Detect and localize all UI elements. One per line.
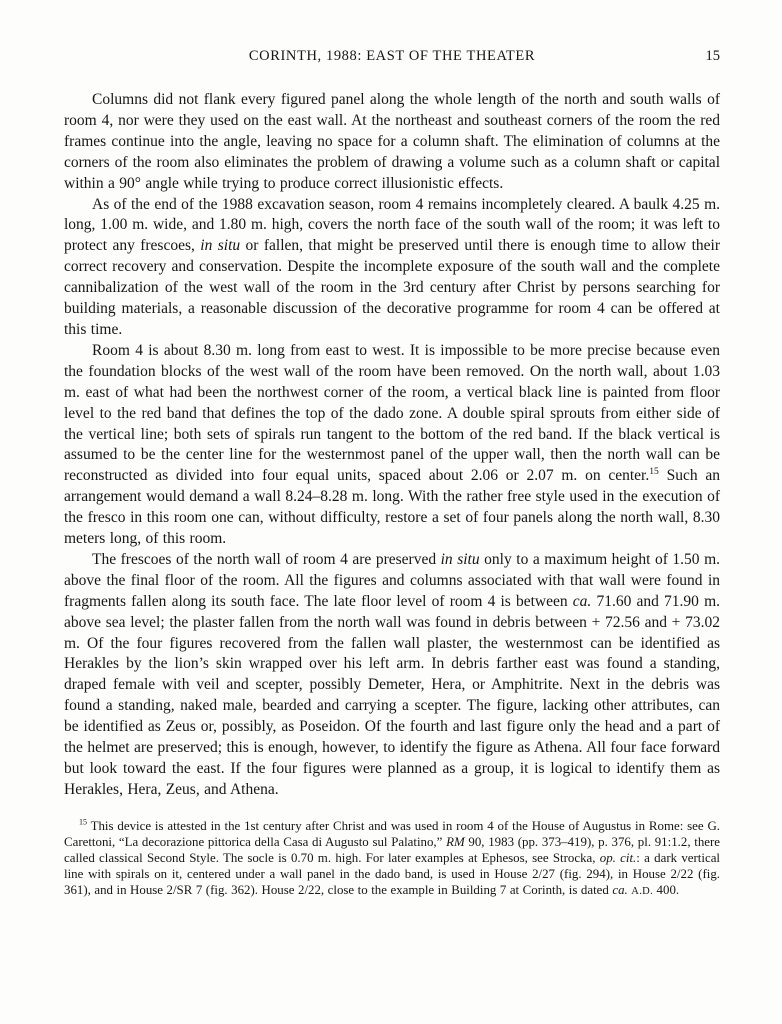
paragraph bbox=[64, 341, 720, 550]
page-number: 15 bbox=[705, 48, 720, 64]
text-run: RM bbox=[446, 834, 465, 849]
text-run: 90, 1983 (pp. 373–419), p. 376, pl. 91:1.2, there called classical Second Style. The socle is 0.70 m. high. For later examples at Ephesos, see Strocka, bbox=[64, 834, 721, 865]
footnote bbox=[64, 818, 720, 900]
paragraph bbox=[64, 550, 720, 801]
page-header bbox=[64, 48, 720, 68]
running-title: CORINTH, 1988: EAST OF THE THEATER bbox=[248, 48, 536, 64]
text-run: A.D. bbox=[631, 886, 654, 898]
text-run: The frescoes of the north wall of room 4 are preserved bbox=[92, 550, 441, 568]
text-run: op. cit. bbox=[599, 851, 637, 865]
text-run: 71.60 and 71.90 m. above sea level; the plaster fallen from the north wall was found in debris between + 72.56 and + 73.02 m. Of the four figures recovered from the fallen wall plaster, the westernmost can be identified as Herakles by the lion’s skin wrapped over his left arm. In debris farther east was found a standing, draped female with veil and scepter, possibly Demeter, Hera, or Amphitrite. Next in the debris was found a standing, naked male, bearded and carrying a scepter. The figure, lacking other attributes, can be identified as Zeus or, possibly, as Poseidon. Of the fourth and last figure only the head and a part of the helmet are preserved; this is enough, however, to identify the figure as Athena. All four face forward but look toward the east. If the four figures were planned as a group, it is logical to identify them as Herakles, Hera, Zeus, and Athena. bbox=[64, 592, 721, 798]
footnote-reference: 15 bbox=[79, 817, 87, 827]
paragraph bbox=[64, 90, 720, 195]
text-run: Columns did not flank every figured panel along the whole length of the north and south walls of room 4, nor were they used on the east wall. At the northeast and southeast corners of the room the red frames continue into the angle, leaving no space for a column shaft. The elimination of columns at the corners of the room also eliminates the problem of drawing a volume such as a column shaft or capital within a 90° angle while trying to produce correct illusionistic effects. bbox=[64, 91, 720, 192]
footnote-reference: 15 bbox=[649, 466, 659, 478]
text-run: in situ bbox=[200, 237, 241, 255]
text-run: 400. bbox=[653, 883, 680, 898]
text-run: This device is attested in the 1st century after Christ and was used in room 4 of the House of Augustus in Rome: see G. Carettoni, “La decorazione pittorica della Casa di Augusto sul Palatino,” bbox=[64, 818, 720, 849]
text-run: only to a maximum height of 1.50 m. above the final floor of the room. All the figures and columns associated with that wall were found in fragments fallen along its south face. The late floor level of room 4 is between bbox=[64, 550, 721, 610]
text-run: Room 4 is about 8.30 m. long from east to west. It is impossible to be more precise because even the foundation blocks of the west wall of the room have been removed. On the north wall, about 1.03 m. east of what had been the northwest corner of the room, a vertical black line is painted from floor level to the red band that defines the top of the dado zone. A double spiral sprouts from either side of the vertical line; both sets of spirals run tangent to the bottom of the red band. If the black vertical is assumed to be the center line for the westernmost panel of the upper wall, then the north wall can be reconstructed as divided into four equal units, spaced about 2.06 or 2.07 m. on center. bbox=[64, 341, 720, 485]
paragraph bbox=[64, 195, 720, 341]
article-body bbox=[64, 90, 720, 801]
text-run: ca. bbox=[572, 592, 592, 610]
text-run: or fallen, that might be preserved until there is enough time to allow their correct recovery and conservation. Despite the incomplete exposure of the south wall and the complete cannibalization of the west wall of the room in the 3rd century after Christ by persons searching for building materials, a reasonable discussion of the decorative programme for room 4 can be offered at this time. bbox=[64, 237, 720, 338]
text-run: ca. bbox=[612, 883, 628, 898]
text-run: As of the end of the 1988 excavation season, room 4 remains incompletely cleared. A baulk 4.25 m. long, 1.00 m. wide, and 1.80 m. high, covers the north face of the south wall of the room; it was left to protect any frescoes, bbox=[64, 195, 720, 255]
text-run: : a dark vertical line with spirals on it, centered under a wall panel in the dado band, is used in House 2/27 (fig. 294), in House 2/22 (fig. 361), and in House 2/SR 7 (fig. 362). House 2/22, close to the example in Building 7 at Corinth, is dated bbox=[64, 851, 720, 898]
text-run: Such an arrangement would demand a wall 8.24–8.28 m. long. With the rather free style used in the execution of the fresco in this room one can, without difficulty, restore a set of four panels along the north wall, 8.30 meters long, of this room. bbox=[64, 467, 720, 548]
text-run: in situ bbox=[440, 550, 480, 568]
